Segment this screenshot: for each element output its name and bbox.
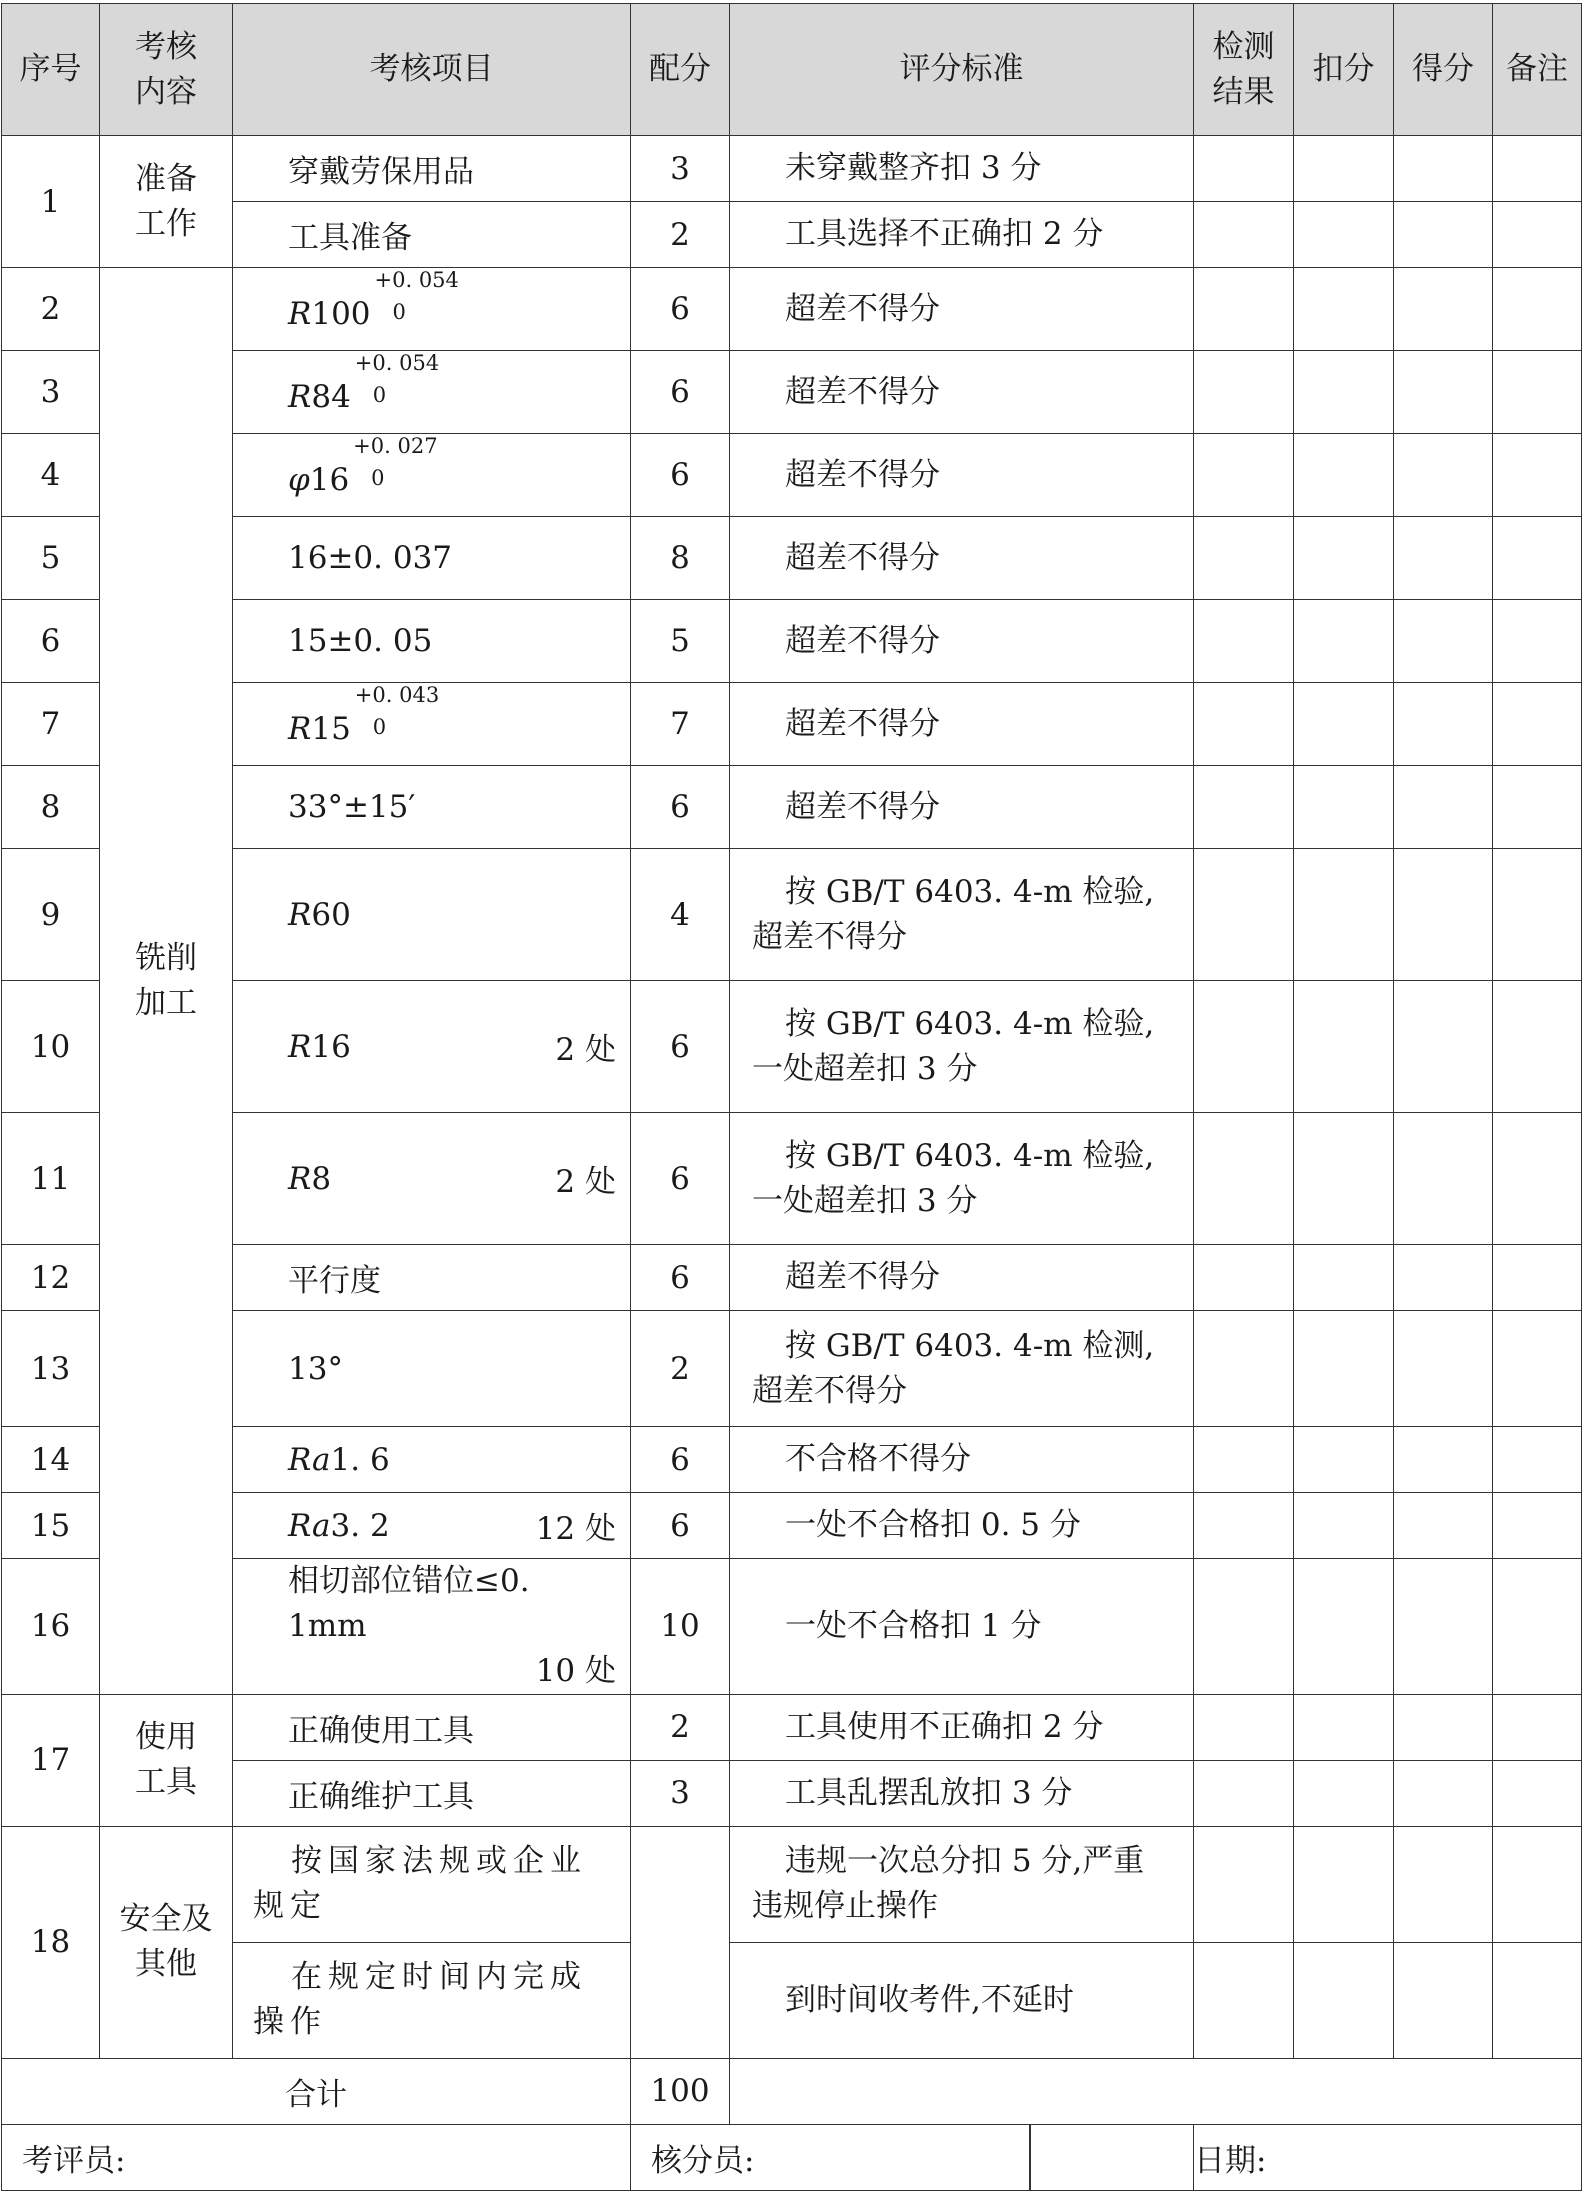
criteria-cell [730, 766, 1194, 849]
score-input[interactable] [1394, 1942, 1493, 2058]
item-cell: 13° [233, 1311, 631, 1427]
item-count: 12 处 [535, 1511, 616, 1547]
item-count: 2 处 [555, 1032, 616, 1068]
points-cell: 8 [631, 517, 730, 600]
item-cell: 16±0. 037 [233, 517, 631, 600]
score-input[interactable] [1394, 202, 1493, 268]
header-seq: 序号 [2, 4, 100, 136]
total-label: 合计 [2, 2058, 631, 2124]
points-cell: 2 [631, 1311, 730, 1427]
table-row [2, 517, 1582, 600]
item-prefix: R [288, 896, 312, 933]
section-prep: 准备 工作 [100, 136, 233, 268]
points-cell: 6 [631, 434, 730, 517]
tolerance-upper: +0. 054 [374, 268, 459, 292]
criteria-text: 到时间收考件,不延时 [785, 1981, 1074, 2018]
score-input[interactable] [1394, 1113, 1493, 1245]
points-cell: 6 [631, 351, 730, 434]
score-input[interactable] [1394, 1311, 1493, 1427]
tolerance-lower: 0 [371, 466, 385, 490]
criteria-cell [730, 1694, 1194, 1760]
score-input[interactable] [1394, 849, 1493, 981]
item-value: 16 [309, 462, 350, 498]
item-count: 2 处 [555, 1164, 616, 1200]
points-cell: 6 [631, 1427, 730, 1493]
scorer-label: 核分员: [651, 2142, 755, 2179]
table-row [2, 766, 1582, 849]
item-cell [233, 849, 631, 981]
item-prefix: Ra [288, 1441, 331, 1478]
table-row [2, 981, 1582, 1113]
criteria-cell [730, 683, 1194, 766]
section-safety: 安全及 其他 [100, 1826, 233, 2058]
deduct-input[interactable] [1294, 683, 1394, 766]
header-item: 考核项目 [233, 4, 631, 136]
item-prefix: R [288, 711, 312, 747]
score-input[interactable] [1394, 600, 1493, 683]
criteria-text: 超差不得分 [785, 788, 940, 825]
result-input[interactable] [1194, 1245, 1294, 1311]
remark-input[interactable] [1493, 981, 1582, 1113]
item-prefix: R [288, 1028, 312, 1065]
table-row [2, 268, 1582, 351]
points-cell: 3 [631, 1760, 730, 1826]
deduct-input[interactable] [1294, 1826, 1394, 1942]
score-input[interactable] [1394, 981, 1493, 1113]
item-split [288, 1156, 616, 1201]
criteria-text: 超差不得分 [785, 622, 940, 659]
scorer-date-split [631, 2125, 1193, 2190]
table-row [2, 1245, 1582, 1311]
result-input[interactable] [1194, 268, 1294, 351]
deduct-input[interactable] [1294, 1311, 1394, 1427]
item-value: 8 [311, 1160, 332, 1197]
item-cell: 15±0. 05 [233, 600, 631, 683]
tolerance [349, 434, 439, 492]
seq-cell: 14 [2, 1427, 100, 1493]
date-field[interactable]: 日期: [1194, 2124, 1582, 2190]
item-cell [233, 351, 631, 434]
seq-cell: 6 [2, 600, 100, 683]
remark-input[interactable] [1493, 1493, 1582, 1559]
result-input[interactable] [1194, 136, 1294, 202]
criteria-cell [730, 1559, 1194, 1695]
result-input[interactable] [1194, 1493, 1294, 1559]
table-row [2, 1311, 1582, 1427]
item-cell [233, 1942, 631, 2058]
points-cell: 3 [631, 136, 730, 202]
tolerance-lower: 0 [372, 715, 387, 739]
criteria-cell [730, 136, 1194, 202]
points-cell [631, 1826, 730, 2058]
item-cell: 33°±15′ [233, 766, 631, 849]
result-input[interactable] [1194, 1427, 1294, 1493]
examiner-field[interactable]: 考评员: [2, 2124, 631, 2190]
seq-cell: 15 [2, 1493, 100, 1559]
result-input[interactable] [1194, 1760, 1294, 1826]
criteria-text: 一处不合格扣 1 分 [785, 1607, 1042, 1644]
remark-input[interactable] [1493, 517, 1582, 600]
section-milling: 铣削 加工 [100, 268, 233, 1695]
header-row [2, 4, 1582, 136]
header-criteria: 评分标准 [730, 4, 1194, 136]
seq-cell: 2 [2, 268, 100, 351]
table-row [2, 351, 1582, 434]
table-row [2, 434, 1582, 517]
item-cell: 平行度 [233, 1245, 631, 1311]
header-remark: 备注 [1493, 4, 1582, 136]
criteria-text: 未穿戴整齐扣 3 分 [785, 150, 1042, 187]
criteria-cell [730, 434, 1194, 517]
points-cell: 10 [631, 1559, 730, 1695]
criteria-text: 按 GB/T 6403. 4-m 检验,一处超差扣 3 分 [752, 1005, 1155, 1087]
result-input[interactable] [1194, 683, 1294, 766]
total-blank [730, 2058, 1582, 2124]
points-cell: 6 [631, 766, 730, 849]
remark-input[interactable] [1493, 268, 1582, 351]
criteria-cell [730, 1826, 1194, 1942]
criteria-text: 按 GB/T 6403. 4-m 检验,一处超差扣 3 分 [752, 1137, 1155, 1219]
item-cell [233, 268, 631, 351]
criteria-text: 超差不得分 [785, 373, 940, 410]
remark-input[interactable] [1493, 849, 1582, 981]
tolerance [371, 268, 461, 326]
score-input[interactable] [1394, 1826, 1493, 1942]
item-cell [233, 1493, 631, 1559]
score-input[interactable] [1394, 434, 1493, 517]
item-value: 1. 6 [330, 1441, 390, 1478]
criteria-cell [730, 1311, 1194, 1427]
criteria-cell [730, 1942, 1194, 2058]
criteria-cell [730, 268, 1194, 351]
score-input[interactable] [1394, 1760, 1493, 1826]
section-tools: 使用 工具 [100, 1694, 233, 1826]
score-input[interactable] [1394, 136, 1493, 202]
tolerance-lower: 0 [392, 300, 406, 324]
criteria-text: 超差不得分 [785, 539, 940, 576]
points-cell: 5 [631, 600, 730, 683]
deduct-input[interactable] [1294, 517, 1394, 600]
score-input[interactable] [1394, 1427, 1493, 1493]
criteria-text: 超差不得分 [785, 1259, 940, 1296]
remark-input[interactable] [1493, 683, 1582, 766]
criteria-cell [730, 1245, 1194, 1311]
item-value: 15 [311, 711, 351, 747]
points-cell: 7 [631, 683, 730, 766]
deduct-input[interactable] [1294, 434, 1394, 517]
result-input[interactable] [1194, 1694, 1294, 1760]
date-field-part [1031, 2125, 1194, 2190]
header-points: 配分 [631, 4, 730, 136]
item-count: 10 处 [535, 1652, 616, 1689]
result-input[interactable] [1194, 517, 1294, 600]
result-input[interactable] [1194, 202, 1294, 268]
item-value: 相切部位错位≤0. 1mm [288, 1563, 530, 1644]
result-input[interactable] [1194, 849, 1294, 981]
criteria-cell [730, 517, 1194, 600]
item-value: 在规定时间内完成操作 [253, 1959, 587, 2041]
seq-cell: 12 [2, 1245, 100, 1311]
table-row [2, 1826, 1582, 1942]
seq-cell: 17 [2, 1694, 100, 1826]
criteria-cell [730, 1113, 1194, 1245]
tolerance-upper: +0. 054 [354, 351, 440, 375]
score-input[interactable] [1394, 683, 1493, 766]
remark-input[interactable] [1493, 1942, 1582, 2058]
item-cell [233, 1113, 631, 1245]
remark-input[interactable] [1493, 1760, 1582, 1826]
header-deduct: 扣分 [1294, 4, 1394, 136]
deduct-input[interactable] [1294, 1113, 1394, 1245]
tolerance [351, 351, 441, 409]
item-cell: 正确维护工具 [233, 1760, 631, 1826]
result-input[interactable] [1194, 981, 1294, 1113]
criteria-text: 违规一次总分扣 5 分,严重违规停止操作 [752, 1843, 1145, 1925]
criteria-cell [730, 981, 1194, 1113]
score-input[interactable] [1394, 268, 1493, 351]
item-prefix: Ra [288, 1507, 331, 1544]
seq-cell: 4 [2, 434, 100, 517]
item-cell: 工具准备 [233, 202, 631, 268]
deduct-input[interactable] [1294, 1493, 1394, 1559]
points-cell: 6 [631, 1493, 730, 1559]
table-row [2, 600, 1582, 683]
remark-input[interactable] [1493, 202, 1582, 268]
deduct-input[interactable] [1294, 1245, 1394, 1311]
remark-input[interactable] [1493, 766, 1582, 849]
item-split [288, 1503, 616, 1548]
remark-input[interactable] [1493, 351, 1582, 434]
deduct-input[interactable] [1294, 1942, 1394, 2058]
item-value: 84 [311, 379, 351, 415]
deduct-input[interactable] [1294, 268, 1394, 351]
points-cell: 6 [631, 1245, 730, 1311]
criteria-text: 一处不合格扣 0. 5 分 [785, 1507, 1081, 1544]
remark-input[interactable] [1493, 600, 1582, 683]
deduct-input[interactable] [1294, 351, 1394, 434]
criteria-text: 超差不得分 [785, 456, 940, 493]
result-input[interactable] [1194, 351, 1294, 434]
table-row [2, 1760, 1582, 1826]
tolerance-lower: 0 [372, 383, 387, 407]
result-input[interactable] [1194, 1311, 1294, 1427]
seq-cell: 8 [2, 766, 100, 849]
item-prefix: R [288, 379, 312, 415]
item-label [288, 1161, 331, 1197]
deduct-input[interactable] [1294, 136, 1394, 202]
item-value: 按国家法规或企业规定 [253, 1843, 587, 1925]
result-input[interactable] [1194, 434, 1294, 517]
total-row [2, 2058, 1582, 2124]
deduct-input[interactable] [1294, 981, 1394, 1113]
footer-row [2, 2124, 1582, 2190]
item-cell [233, 1826, 631, 1942]
header-content: 考核 内容 [100, 4, 233, 136]
item-prefix: φ [288, 462, 310, 498]
seq-cell: 1 [2, 136, 100, 268]
item-value: 60 [311, 896, 351, 933]
criteria-text: 按 GB/T 6403. 4-m 检测,超差不得分 [752, 1327, 1155, 1409]
seq-cell: 18 [2, 1826, 100, 2058]
item-value: 3. 2 [330, 1507, 390, 1544]
item-value: 16 [311, 1028, 351, 1065]
item-prefix: R [288, 1160, 312, 1197]
total-points: 100 [631, 2058, 730, 2124]
points-cell: 2 [631, 202, 730, 268]
score-input[interactable] [1394, 351, 1493, 434]
criteria-cell [730, 600, 1194, 683]
score-input[interactable] [1394, 1493, 1493, 1559]
criteria-text: 工具乱摆乱放扣 3 分 [785, 1774, 1073, 1811]
criteria-cell [730, 1493, 1194, 1559]
item-cell [233, 1427, 631, 1493]
scorer-field[interactable] [631, 2124, 1194, 2190]
criteria-text: 超差不得分 [785, 290, 940, 327]
deduct-input[interactable] [1294, 1559, 1394, 1695]
item-cell [233, 981, 631, 1113]
result-input[interactable] [1194, 600, 1294, 683]
result-input[interactable] [1194, 1942, 1294, 2058]
seq-cell: 9 [2, 849, 100, 981]
result-input[interactable] [1194, 1559, 1294, 1695]
criteria-text: 按 GB/T 6403. 4-m 检验,超差不得分 [752, 873, 1155, 955]
score-input[interactable] [1394, 1559, 1493, 1695]
points-cell: 6 [631, 268, 730, 351]
remark-input[interactable] [1493, 1311, 1582, 1427]
seq-cell: 5 [2, 517, 100, 600]
item-cell [233, 683, 631, 766]
item-cell: 正确使用工具 [233, 1694, 631, 1760]
table-row [2, 1559, 1582, 1695]
remark-input[interactable] [1493, 1245, 1582, 1311]
points-cell: 4 [631, 849, 730, 981]
deduct-input[interactable] [1294, 202, 1394, 268]
table-row [2, 683, 1582, 766]
result-input[interactable] [1194, 1826, 1294, 1942]
criteria-text: 工具选择不正确扣 2 分 [785, 216, 1104, 253]
header-score: 得分 [1394, 4, 1493, 136]
remark-input[interactable] [1493, 1694, 1582, 1760]
result-input[interactable] [1194, 1113, 1294, 1245]
item-label [288, 1508, 390, 1544]
criteria-cell [730, 849, 1194, 981]
deduct-input[interactable] [1294, 766, 1394, 849]
criteria-cell [730, 202, 1194, 268]
deduct-input[interactable] [1294, 1694, 1394, 1760]
item-label [288, 1029, 351, 1065]
grading-table [1, 3, 1582, 2191]
points-cell: 6 [631, 981, 730, 1113]
criteria-cell [730, 1427, 1194, 1493]
score-input[interactable] [1394, 766, 1493, 849]
score-input[interactable] [1394, 517, 1493, 600]
table-row [2, 136, 1582, 202]
table-row [2, 849, 1582, 981]
remark-input[interactable] [1493, 434, 1582, 517]
item-cell [233, 434, 631, 517]
seq-cell: 7 [2, 683, 100, 766]
seq-cell: 16 [2, 1559, 100, 1695]
item-cell: 穿戴劳保用品 [233, 136, 631, 202]
seq-cell: 3 [2, 351, 100, 434]
criteria-text: 工具使用不正确扣 2 分 [785, 1708, 1104, 1745]
remark-input[interactable] [1493, 1826, 1582, 1942]
seq-cell: 11 [2, 1113, 100, 1245]
points-cell: 2 [631, 1694, 730, 1760]
points-cell: 6 [631, 1113, 730, 1245]
header-result: 检测 结果 [1194, 4, 1294, 136]
score-input[interactable] [1394, 1694, 1493, 1760]
tolerance [351, 683, 441, 741]
table-row [2, 1942, 1582, 2058]
item-value: 100 [311, 296, 371, 332]
item-cell [233, 1559, 631, 1695]
seq-cell: 10 [2, 981, 100, 1113]
criteria-text: 不合格不得分 [785, 1441, 971, 1478]
criteria-text: 超差不得分 [785, 705, 940, 742]
score-input[interactable] [1394, 1245, 1493, 1311]
seq-cell: 13 [2, 1311, 100, 1427]
tolerance-upper: +0. 043 [354, 683, 440, 707]
item-split [288, 1024, 616, 1069]
table-row [2, 1113, 1582, 1245]
remark-input[interactable] [1493, 1113, 1582, 1245]
criteria-cell [730, 1760, 1194, 1826]
remark-input[interactable] [1493, 1559, 1582, 1695]
table-row [2, 1694, 1582, 1760]
item-prefix: R [288, 296, 312, 332]
remark-input[interactable] [1493, 1427, 1582, 1493]
remark-input[interactable] [1493, 136, 1582, 202]
criteria-cell [730, 351, 1194, 434]
table-row [2, 1493, 1582, 1559]
result-input[interactable] [1194, 766, 1294, 849]
table-row [2, 202, 1582, 268]
deduct-input[interactable] [1294, 600, 1394, 683]
table-row [2, 1427, 1582, 1493]
deduct-input[interactable] [1294, 1427, 1394, 1493]
tolerance-upper: +0. 027 [353, 434, 438, 458]
deduct-input[interactable] [1294, 1760, 1394, 1826]
deduct-input[interactable] [1294, 849, 1394, 981]
